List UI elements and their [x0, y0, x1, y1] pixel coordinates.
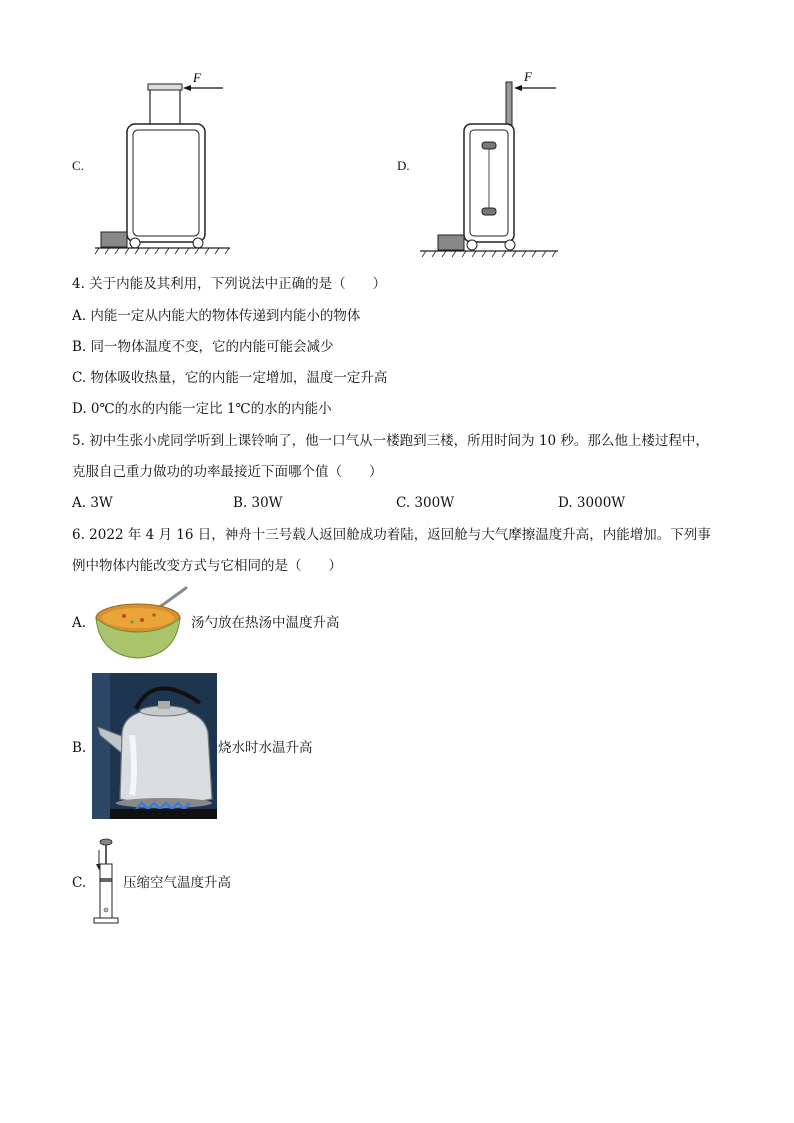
- q3-option-c-label: C.: [72, 158, 84, 173]
- q5-option-c[interactable]: C. 300W: [396, 495, 455, 511]
- q6-option-c-label[interactable]: C.: [72, 875, 87, 891]
- q5-stem-line2: 克服自己重力做功的功率最接近下面哪个值（ ）: [72, 464, 383, 480]
- q6-option-c-text: 压缩空气温度升高: [123, 875, 231, 891]
- q4-option-b[interactable]: B. 同一物体温度不变，它的内能可能会减少: [72, 339, 334, 355]
- q5-option-b[interactable]: B. 30W: [233, 495, 283, 511]
- force-label-c: F: [193, 70, 201, 85]
- q3-suitcase-figure-c: [95, 70, 235, 260]
- q6-option-a-label[interactable]: A.: [72, 615, 87, 631]
- q4-option-d[interactable]: D. 0℃的水的内能一定比 1℃的水的内能小: [72, 401, 332, 417]
- q4-stem: 4. 关于内能及其利用，下列说法中正确的是（ ）: [72, 276, 387, 292]
- q4-option-c[interactable]: C. 物体吸收热量，它的内能一定增加，温度一定升高: [72, 370, 388, 386]
- kettle-on-stove-image: [92, 673, 217, 819]
- q6-option-a-text: 汤勺放在热汤中温度升高: [191, 615, 340, 631]
- q4-option-a[interactable]: A. 内能一定从内能大的物体传递到内能小的物体: [72, 308, 361, 324]
- q6-option-b-label[interactable]: B.: [72, 740, 87, 756]
- q6-stem-line2: 例中物体内能改变方式与它相同的是（ ）: [72, 558, 342, 574]
- q5-option-a[interactable]: A. 3W: [72, 495, 113, 511]
- air-compression-piston-image: [90, 838, 122, 926]
- q3-option-d-label: D.: [397, 158, 410, 173]
- q6-option-b-text: 烧水时水温升高: [218, 740, 313, 756]
- q5-stem-line1: 5. 初中生张小虎同学听到上课铃响了，他一口气从一楼跑到三楼，所用时间为 10 秒。那么他上楼过程中，: [72, 433, 709, 449]
- force-label-d: F: [524, 69, 532, 84]
- soup-bowl-image: [94, 584, 190, 662]
- q5-option-d[interactable]: D. 3000W: [558, 495, 626, 511]
- q6-stem-line1: 6. 2022 年 4 月 16 日，神舟十三号载人返回舱成功着陆，返回舱与大气摩擦温度升高，内能增加。下列事: [72, 527, 711, 543]
- q3-suitcase-figure-d: [418, 70, 563, 260]
